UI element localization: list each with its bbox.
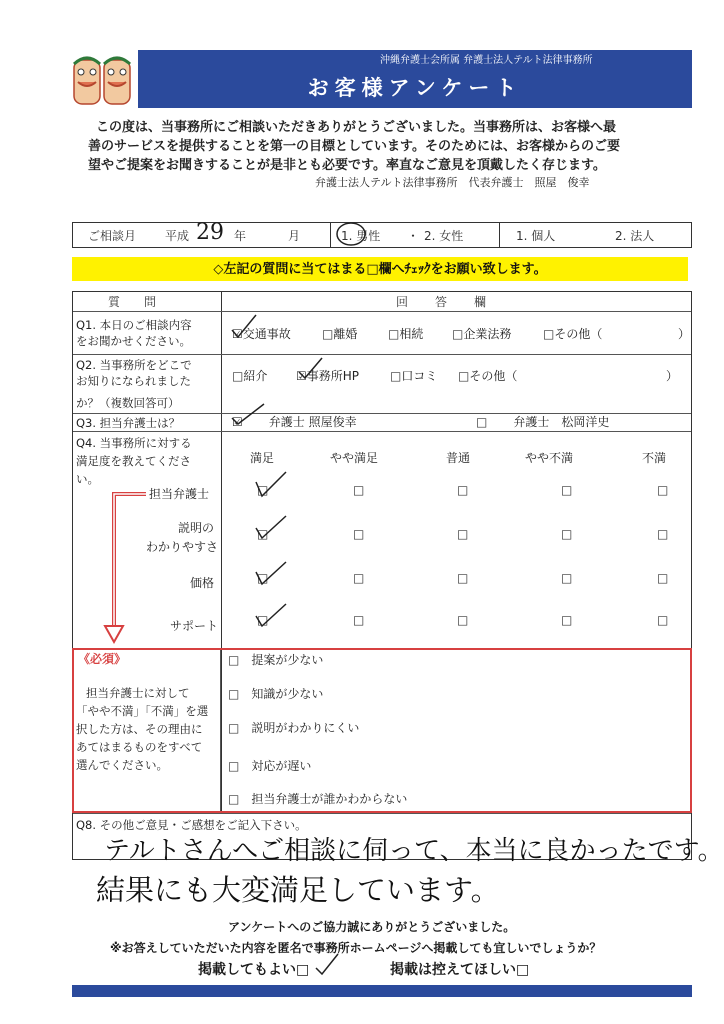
checkbox-icon: □ (476, 415, 488, 429)
item-lawyer: 担当弁護士 (149, 487, 210, 501)
rating-checkbox[interactable]: □ (457, 613, 469, 627)
q2-text-2: お知りになられました (76, 374, 191, 388)
publish-check-mark (312, 950, 342, 978)
instruction-text: ◇左記の質問に当てはまる□欄へﾁｪｯｸをお願い致します。 (213, 262, 547, 277)
q1-option-divorce[interactable]: □離婚 (322, 327, 358, 341)
signature: 弁護士法人テルト法律事務所 代表弁護士 照屋 俊幸 (315, 176, 590, 189)
year-label: 年 (234, 229, 247, 243)
intro-line-1: この度は、当事務所にご相談いただきありがとうございました。当事務所は、お客様へ最 (96, 120, 617, 135)
q1-option-traffic[interactable]: ☑交通事故 (232, 327, 291, 341)
rating-checkbox[interactable]: □ (353, 613, 365, 627)
q4-text-1: Q4. 当事務所に対する (76, 436, 192, 450)
q3-check-mark (228, 400, 268, 428)
scale-somewhat-satisfied: やや満足 (330, 451, 379, 465)
rating-checkbox[interactable]: □ (561, 613, 573, 627)
required-desc-1: 担当弁護士に対して (86, 686, 190, 700)
scale-unsatisfied: 不満 (642, 451, 667, 465)
q1-option-other[interactable]: □その他（ (543, 327, 603, 341)
required-desc-3: 択した方は、その理由に (76, 722, 203, 736)
corporate-option[interactable]: 2. 法人 (615, 229, 655, 243)
column-header-question: 質 問 (108, 295, 157, 309)
required-desc-2: 「やや不満」「不満」を選 (76, 704, 209, 718)
checkbox-icon: □ (322, 327, 334, 341)
q2-text-1: Q2. 当事務所をどこで (76, 358, 192, 372)
checkbox-icon: □ (228, 653, 240, 667)
item-explanation-1: 説明の (178, 521, 215, 535)
q1-option-inheritance[interactable]: □相続 (388, 327, 424, 341)
q3-option-matsuoka[interactable]: □ 弁護士 松岡洋史 (476, 415, 610, 429)
header-subtitle: 沖縄弁護士会所属 弁護士法人テルト法律事務所 (380, 55, 593, 66)
rating-checkbox[interactable]: □ (257, 527, 269, 541)
q2-option-word-of-mouth[interactable]: □口コミ (390, 369, 438, 383)
checkbox-icon: □ (296, 962, 310, 978)
q1-close-paren: ） (678, 327, 691, 341)
reason-few-proposals[interactable]: □ 提案が少ない (228, 653, 324, 667)
rating-checkbox[interactable]: □ (457, 527, 469, 541)
rating-checkbox[interactable]: □ (657, 613, 669, 627)
column-header-answer: 回 答 欄 (396, 295, 488, 309)
rating-checkbox[interactable]: □ (657, 527, 669, 541)
rating-checkbox[interactable]: □ (561, 483, 573, 497)
reason-unknown-lawyer[interactable]: □ 担当弁護士が誰かわからない (228, 792, 408, 806)
required-desc-5: 選んでください。 (76, 758, 168, 772)
checkbox-icon: □ (232, 369, 244, 383)
q8-handwritten-line-2[interactable]: 結果にも大変満足しています。 (96, 873, 500, 907)
checkbox-icon: ☑ (296, 369, 307, 383)
q1-text-1: Q1. 本日のご相談内容 (76, 318, 192, 332)
checkbox-icon: □ (390, 369, 402, 383)
q2-option-referral[interactable]: □紹介 (232, 369, 268, 383)
required-label: 《必須》 (78, 652, 127, 666)
rating-checkbox[interactable]: □ (257, 613, 269, 627)
q3-text: Q3. 担当弁護士は？ (76, 416, 181, 430)
checkbox-icon: □ (228, 687, 240, 701)
rating-checkbox[interactable]: □ (561, 571, 573, 585)
q2-check-mark (296, 356, 326, 382)
q2-option-website[interactable]: ☑事務所HP (296, 369, 360, 383)
individual-option[interactable]: 1. 個人 (516, 229, 556, 243)
rating-checkbox[interactable]: □ (353, 527, 365, 541)
intro-line-2: 善のサービスを提供することを第一の目標としています。そのためには、お客様からのご要 (88, 139, 620, 154)
q8-text: Q8. その他ご意見・ご感想をご記入下さい。 (76, 818, 307, 832)
checkbox-icon: □ (388, 327, 400, 341)
scale-satisfied: 満足 (250, 451, 275, 465)
rating-checkbox[interactable]: □ (457, 571, 469, 585)
q2-text-3: か？（複数回答可） (76, 396, 180, 410)
gender-female-option[interactable]: 2. 女性 (424, 229, 464, 243)
year-value[interactable]: 29 (196, 220, 224, 245)
page-title: お客様アンケート (307, 76, 523, 100)
required-desc-4: あてはまるものをすべて (76, 740, 203, 754)
checkbox-icon: □ (516, 962, 530, 978)
gender-male-option[interactable]: 1. 男性 (341, 229, 381, 243)
checkbox-icon: □ (452, 327, 464, 341)
checkbox-icon: □ (458, 369, 470, 383)
rating-checkbox[interactable]: □ (657, 483, 669, 497)
item-price: 価格 (190, 576, 215, 590)
rating-check-mark (252, 600, 292, 630)
rating-checkbox[interactable]: □ (353, 483, 365, 497)
checkbox-icon: □ (228, 721, 240, 735)
rating-checkbox[interactable]: □ (561, 527, 573, 541)
reason-little-knowledge[interactable]: □ 知識が少ない (228, 687, 324, 701)
footer-bar (72, 985, 692, 997)
q1-check-mark (228, 312, 262, 340)
gender-separator: ・ (407, 229, 420, 243)
q1-text-2: をお聞かせください。 (76, 334, 191, 348)
q1-option-corporate[interactable]: □企業法務 (452, 327, 512, 341)
month-label: 月 (288, 229, 301, 243)
rating-checkbox[interactable]: □ (457, 483, 469, 497)
rating-check-mark (252, 470, 292, 500)
rating-check-mark (252, 512, 292, 542)
checkbox-icon: ☑ (232, 327, 243, 341)
scale-somewhat-unsatisfied: やや不満 (525, 451, 574, 465)
checkbox-icon: □ (543, 327, 555, 341)
footer-thanks: アンケートへのご協力誠にありがとうございました。 (228, 920, 516, 934)
q4-text-3: い。 (76, 472, 99, 486)
q2-option-other[interactable]: □その他（ (458, 369, 518, 383)
q8-handwritten-line-1[interactable]: テルトさんへご相談に伺って、本当に良かったです。 (104, 836, 724, 866)
checkbox-icon: ☑ (232, 415, 243, 429)
q3-option-teruya[interactable]: ☑ 弁護士 照屋俊幸 (232, 415, 357, 429)
item-support: サポート (170, 619, 219, 633)
q2-close-paren: ） (666, 369, 679, 383)
scale-neutral: 普通 (446, 451, 471, 465)
reason-slow-response[interactable]: □ 対応が遅い (228, 759, 312, 773)
rating-checkbox[interactable]: □ (353, 571, 365, 585)
rating-checkbox[interactable]: □ (257, 571, 269, 585)
intro-line-3: 望やご提案をお聞きすることが是非とも必要です。率直なご意見を頂戴したく存じます。 (88, 158, 606, 173)
rating-checkbox[interactable]: □ (657, 571, 669, 585)
publish-ok-option[interactable]: 掲載してもよい□ (198, 962, 310, 978)
consult-month-label: ご相談月 (88, 229, 137, 243)
publish-ng-option[interactable]: 掲載は控えてほしい□ (390, 962, 530, 978)
footer-question: ※お答えしていただいた内容を匿名で事務所ホームページへ掲載しても宜しいでしょうか？ (110, 941, 602, 955)
era-label: 平成 (165, 229, 190, 243)
checkbox-icon: □ (228, 759, 240, 773)
q4-text-2: 満足度を教えてくださ (76, 454, 191, 468)
item-explanation-2: わかりやすさ (146, 540, 219, 554)
rating-checkbox[interactable]: □ (257, 483, 269, 497)
checkbox-icon: □ (228, 792, 240, 806)
reason-unclear-explanation[interactable]: □ 説明がわかりにくい (228, 721, 360, 735)
shisa-mascot-image (72, 52, 134, 108)
rating-check-mark (252, 558, 292, 588)
